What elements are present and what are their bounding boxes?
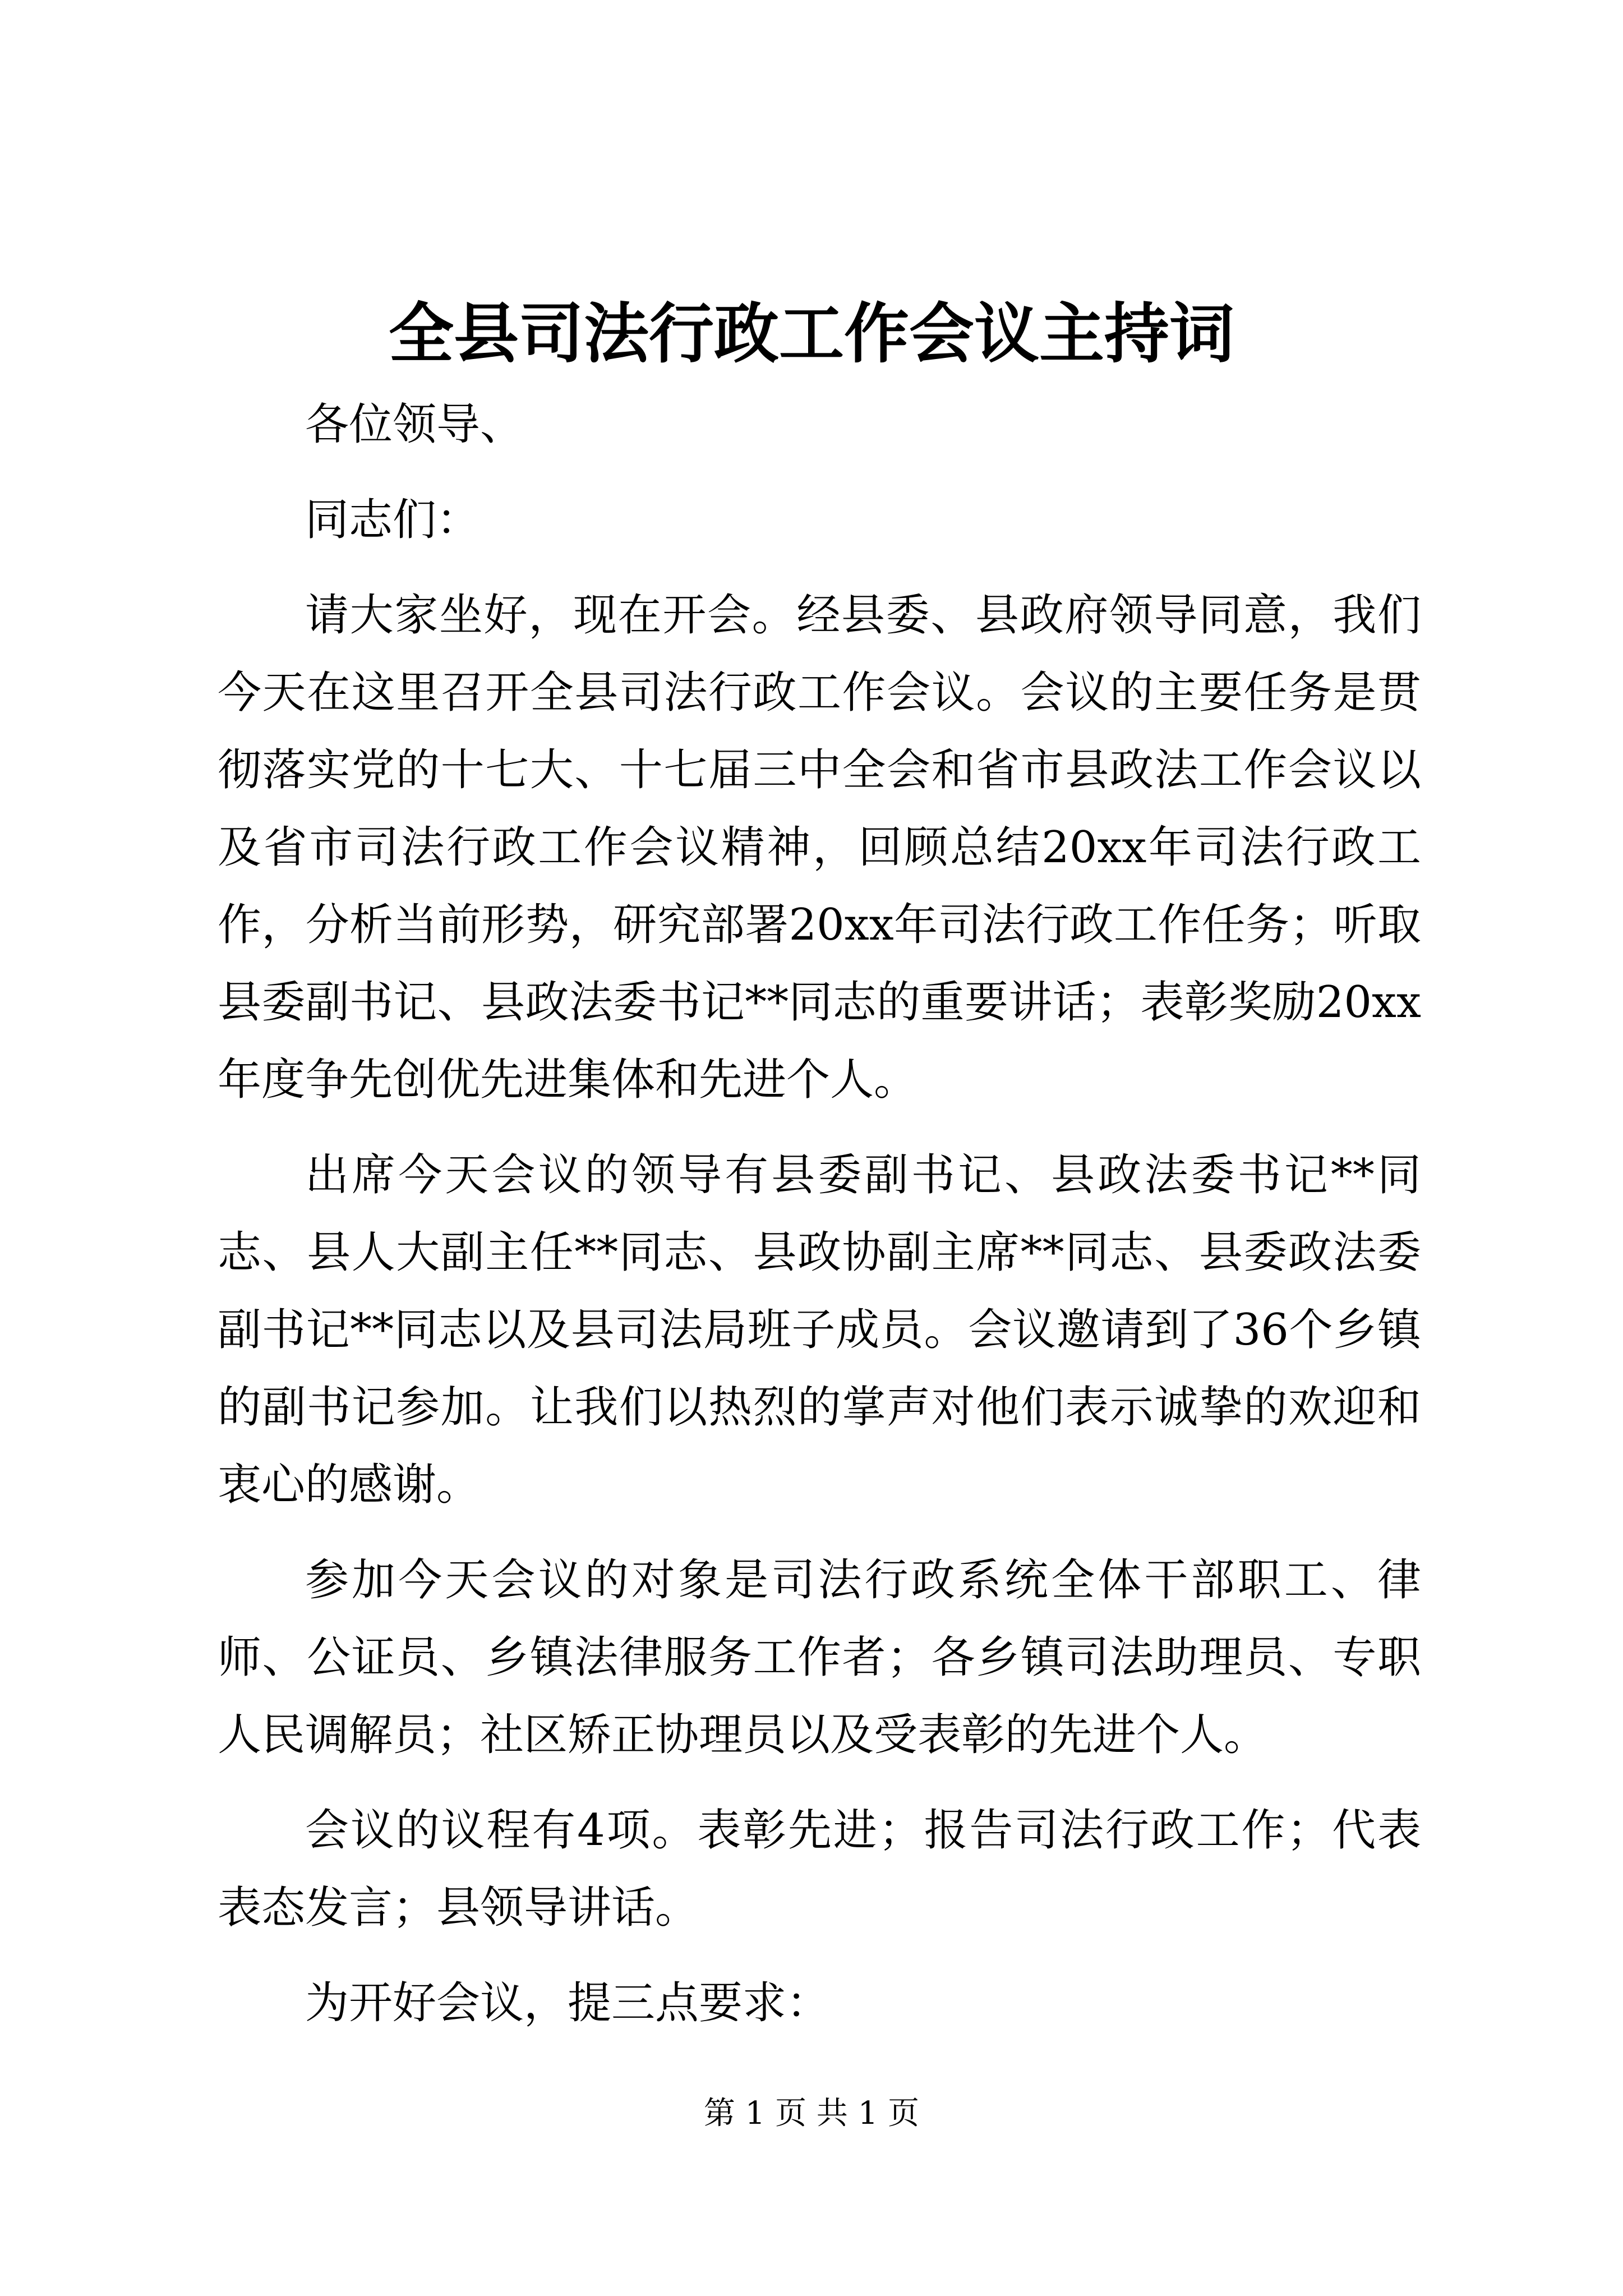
paragraph-agenda: 会议的议程有4项。表彰先进；报告司法行政工作；代表表态发言；县领导讲话。	[218, 1805, 1421, 1933]
paragraph-requirements: 为开好会议，提三点要求：	[305, 1978, 831, 2028]
document-body	[218, 386, 1421, 2060]
paragraph-attendees-leaders: 出席今天会议的领导有县委副书记、县政法委书记**同志、县人大副主任**同志、县政协副主席**同志、县委政法委副书记**同志以及县司法局班子成员。会议邀请到了36个乡镇的副书记参加。让我们以热烈的掌声对他们表示诚挚的欢迎和衷心的感谢。	[218, 1150, 1421, 1510]
page-footer: 第 1 页 共 1 页	[703, 2095, 920, 2132]
salutation-comrades: 同志们：	[305, 495, 481, 545]
paragraph-participants: 参加今天会议的对象是司法行政系统全体干部职工、律师、公证员、乡镇法律服务工作者；各乡镇司法助理员、专职人民调解员；社区矫正协理员以及受表彰的先进个人。	[218, 1555, 1421, 1760]
document-title: 全县司法行政工作会议主持词	[389, 296, 1234, 372]
paragraph-opening: 请大家坐好，现在开会。经县委、县政府领导同意，我们今天在这里召开全县司法行政工作会议。会议的主要任务是贯彻落实党的十七大、十七届三中全会和省市县政法工作会议以及省市司法行政工作会议精神，回顾总结20xx年司法行政工作，分析当前形势，研究部署20xx年司法行政工作任务；听取县委副书记、县政法委书记**同志的重要讲话；表彰奖励20xx年度争先创优先进集体和先进个人。	[218, 590, 1421, 1105]
salutation-leaders: 各位领导、	[305, 399, 524, 450]
